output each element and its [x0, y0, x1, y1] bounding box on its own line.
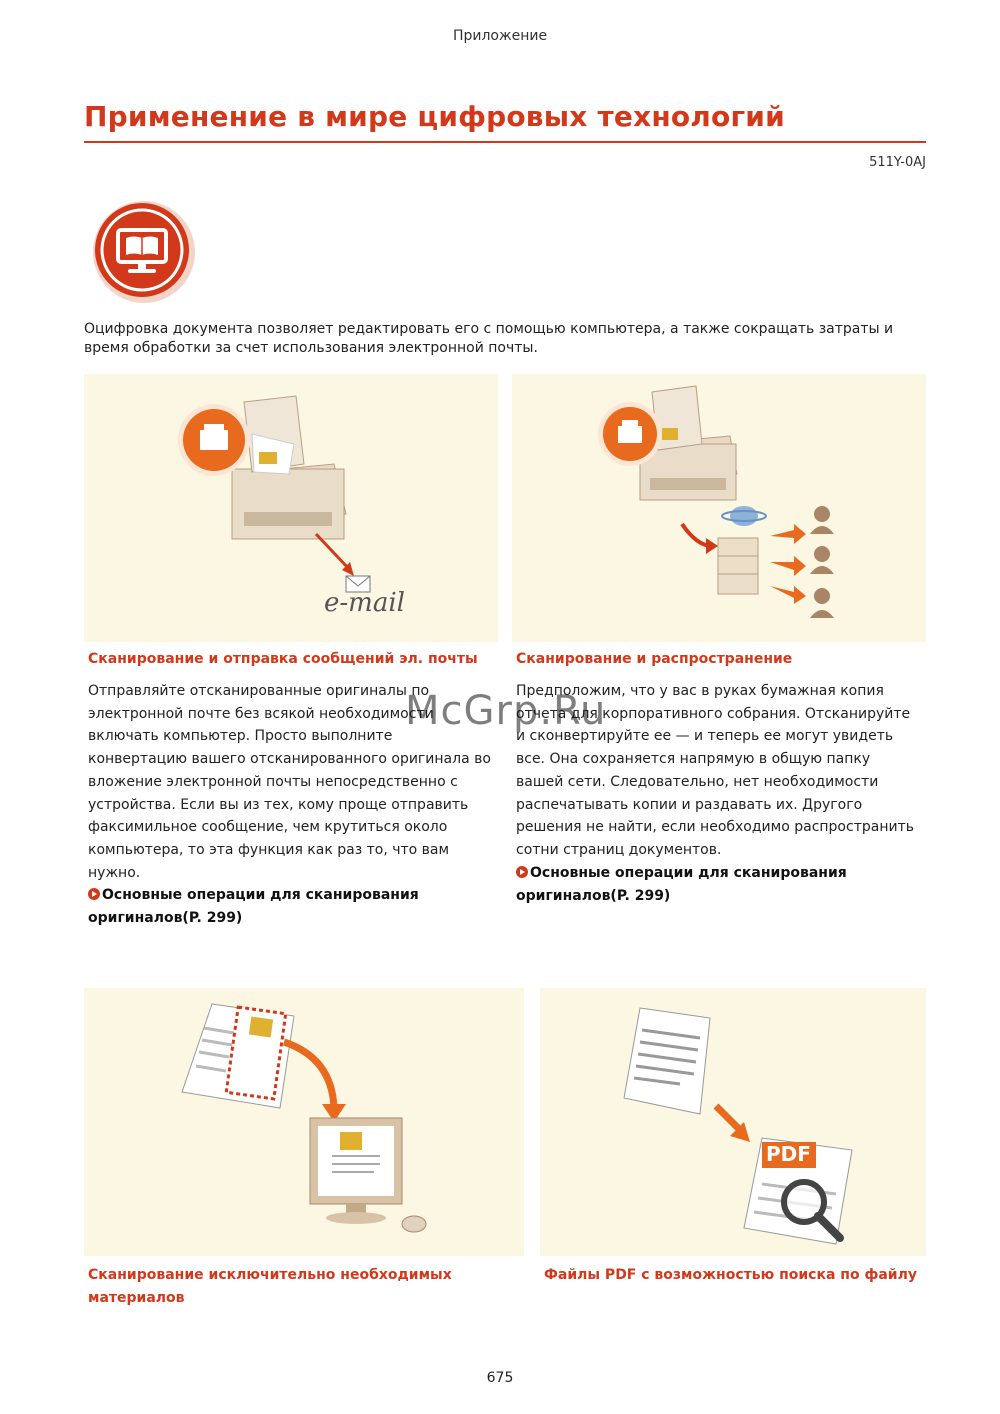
section-title-scan-email: Сканирование и отправка сообщений эл. почты	[88, 651, 478, 667]
illustration-scan-selection	[84, 988, 524, 1256]
illustration-scan-email	[84, 374, 498, 642]
document-code: 511Y-0AJ	[869, 155, 926, 170]
illustration-searchable-pdf	[540, 988, 926, 1256]
page-number: 675	[486, 1370, 514, 1386]
page-title: Применение в мире цифровых технологий	[84, 100, 785, 133]
illustration-scan-distribute	[512, 374, 926, 642]
email-logo: e-mail	[324, 588, 405, 618]
running-header: Приложение	[452, 28, 548, 44]
book-monitor-icon	[92, 200, 196, 304]
link-arrow-icon	[88, 888, 100, 900]
section-title-scan-distribute: Сканирование и распространение	[516, 651, 793, 667]
section-body-scan-distribute: Предположим, что у вас в руках бумажная копия отчета для корпоративного собрания. Отсканируйте и сконвертируйте ее — и теперь ее могут увидеть все. Она сохраняется напрямую в общую папку вашей сети. Следовательно, нет необходимости распечатывать копии и раздавать их. Другого решения не найти, если необходимо распространить сотни страниц документов.	[516, 683, 914, 858]
title-divider	[84, 141, 926, 143]
section-title-searchable-pdf: Файлы PDF с возможностью поиска по файлу	[544, 1267, 917, 1283]
link-arrow-icon	[516, 866, 528, 878]
section-body-scan-email: Отправляйте отсканированные оригиналы по электронной почте без всякой необходимости включать компьютер. Просто выполните конвертацию вашего отсканированного оригинала во вложение электронной почты непосредственно с устройства. Если вы из тех, кому проще отправить факсимильное сообщение, чем крутиться около компьютера, то эта функция как раз то, что вам нужно.	[88, 683, 491, 881]
link-basic-scan-ops-2[interactable]: Основные операции для сканирования оригиналов(P. 299)	[516, 865, 847, 904]
section-title-scan-selection: Сканирование исключительно необходимых материалов	[88, 1267, 452, 1306]
pdf-label: PDF	[766, 1142, 811, 1166]
watermark: McGrp.Ru	[405, 688, 607, 734]
link-basic-scan-ops-1[interactable]: Основные операции для сканирования оригиналов(P. 299)	[88, 887, 419, 926]
intro-text: Оцифровка документа позволяет редактировать его с помощью компьютера, а также сокращать затраты и время обработки за счет использования электронной почты.	[84, 321, 894, 356]
